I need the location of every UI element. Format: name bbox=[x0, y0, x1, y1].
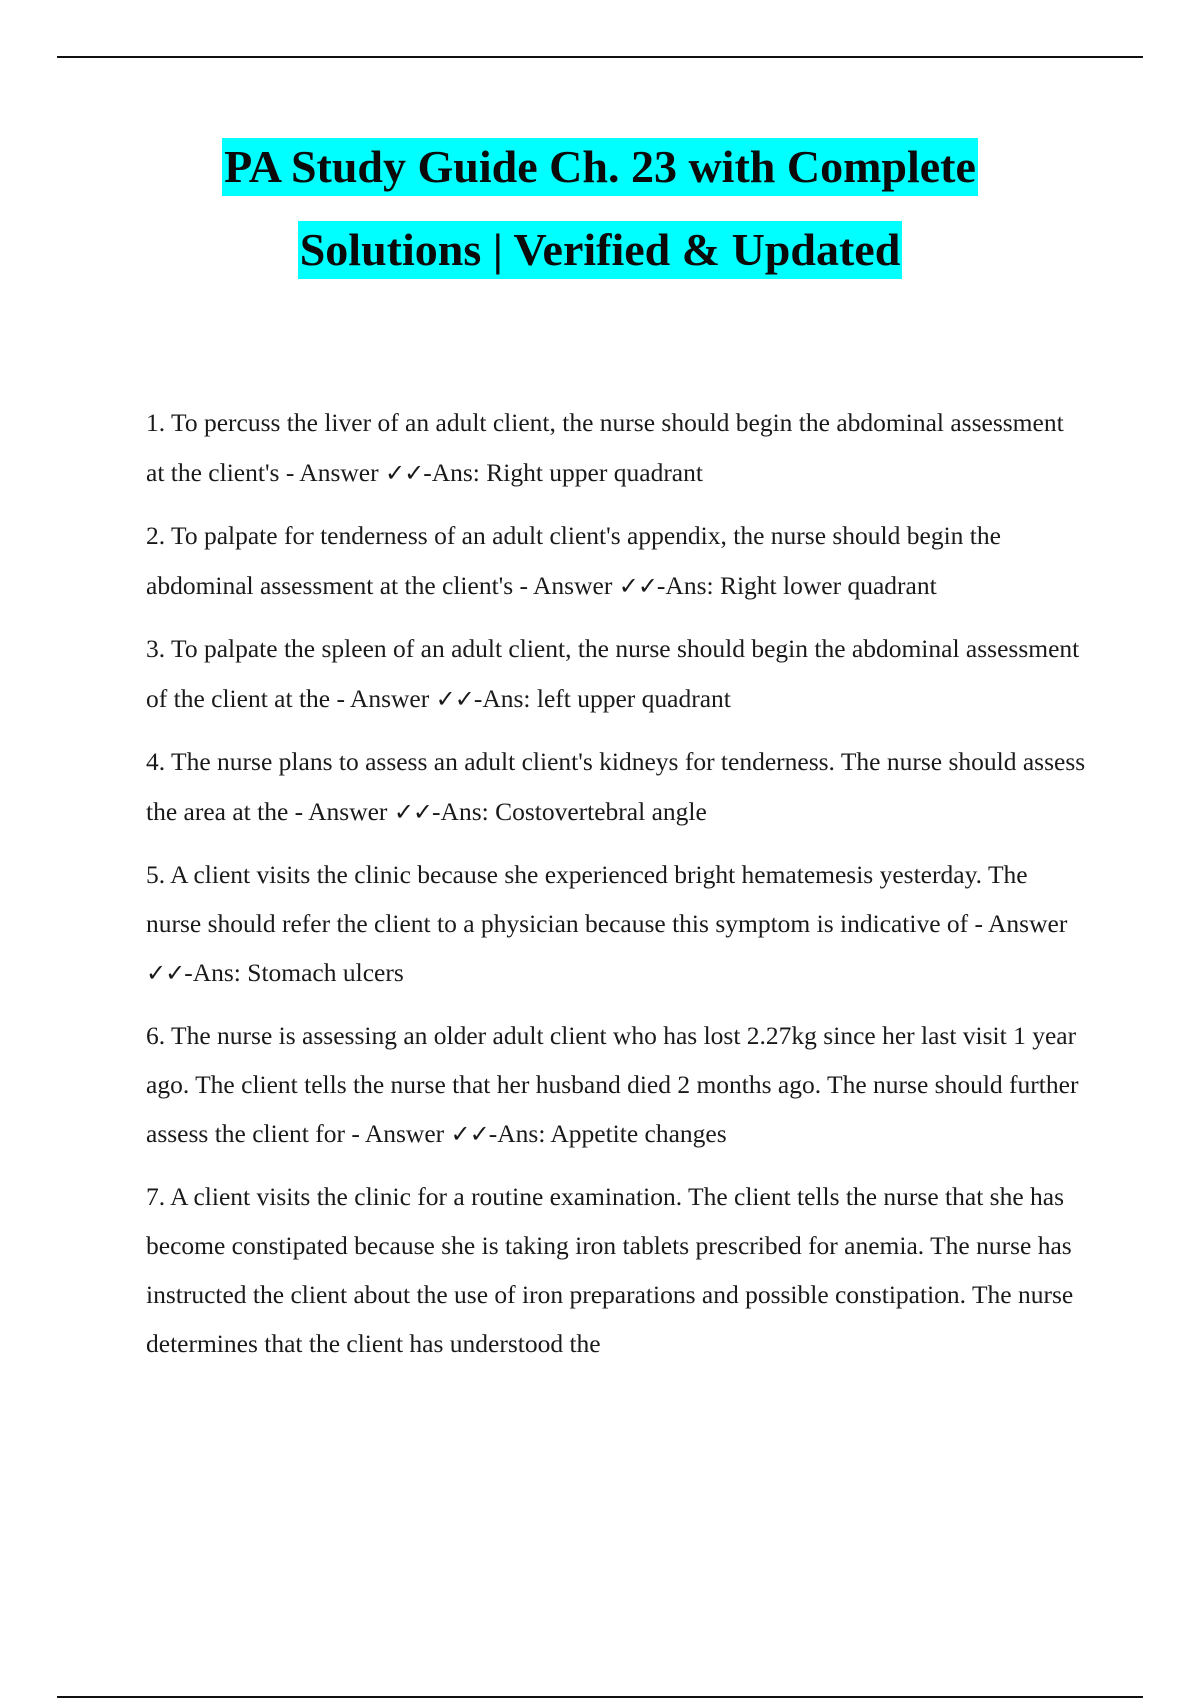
answer-text: -Ans: left upper quadrant bbox=[473, 684, 731, 713]
answer-text: -Ans: Stomach ulcers bbox=[184, 958, 404, 987]
question-item-3 bbox=[146, 624, 1086, 724]
double-check-icon: ✓✓ bbox=[435, 685, 474, 713]
document-title bbox=[0, 136, 1200, 302]
question-text: 2. To palpate for tenderness of an adult client's appendix, the nurse should begin the abdominal assessment at the client's - Answer bbox=[146, 521, 1001, 600]
answer-text: -Ans: Right upper quadrant bbox=[423, 458, 703, 487]
question-text: 1. To percuss the liver of an adult client, the nurse should begin the abdominal assessment at the client's - Answer bbox=[146, 408, 1064, 487]
answer-text: -Ans: Costovertebral angle bbox=[432, 797, 707, 826]
question-text: 4. The nurse plans to assess an adult client's kidneys for tenderness. The nurse should assess the area at the - Answer bbox=[146, 747, 1086, 826]
question-text: 5. A client visits the clinic because she experienced bright hematemesis yesterday. The nurse should refer the client to a physician because this symptom is indicative of - Answer bbox=[146, 860, 1068, 938]
footer-rule bbox=[57, 1696, 1143, 1698]
question-item-1 bbox=[146, 398, 1086, 498]
double-check-icon: ✓✓ bbox=[393, 798, 433, 826]
title-line-2-text: Solutions | Verified & Updated bbox=[298, 221, 903, 279]
answer-text: -Ans: Appetite changes bbox=[488, 1119, 727, 1148]
title-line-2 bbox=[0, 219, 1200, 302]
question-text: 7. A client visits the clinic for a routine examination. The client tells the nurse that she has become constipated because she is taking iron tablets prescribed for anemia. The nurse has instructed the client about the use of iron preparations and possible constipation. The nurse determines that the client has understood the bbox=[146, 1182, 1074, 1358]
question-item-2 bbox=[146, 511, 1086, 611]
question-text: 3. To palpate the spleen of an adult client, the nurse should begin the abdominal assessment of the client at the - Answer bbox=[146, 634, 1080, 713]
double-check-icon: ✓✓ bbox=[385, 459, 424, 487]
question-item-4 bbox=[146, 737, 1086, 837]
question-item-7 bbox=[146, 1172, 1086, 1368]
title-line-1 bbox=[0, 136, 1200, 219]
question-list bbox=[146, 398, 1086, 1381]
question-item-6 bbox=[146, 1011, 1086, 1159]
double-check-icon: ✓✓ bbox=[618, 572, 657, 600]
double-check-icon: ✓✓ bbox=[450, 1120, 489, 1148]
question-item-5 bbox=[146, 850, 1086, 998]
header-rule bbox=[57, 56, 1143, 58]
title-line-1-text: PA Study Guide Ch. 23 with Complete bbox=[222, 138, 978, 196]
question-text: 6. The nurse is assessing an older adult client who has lost 2.27kg since her last visit 1 year ago. The client tells the nurse that her husband died 2 months ago. The nurse should further assess the client for - Answer bbox=[146, 1021, 1079, 1148]
answer-text: -Ans: Right lower quadrant bbox=[656, 571, 937, 600]
double-check-icon: ✓✓ bbox=[146, 959, 185, 987]
